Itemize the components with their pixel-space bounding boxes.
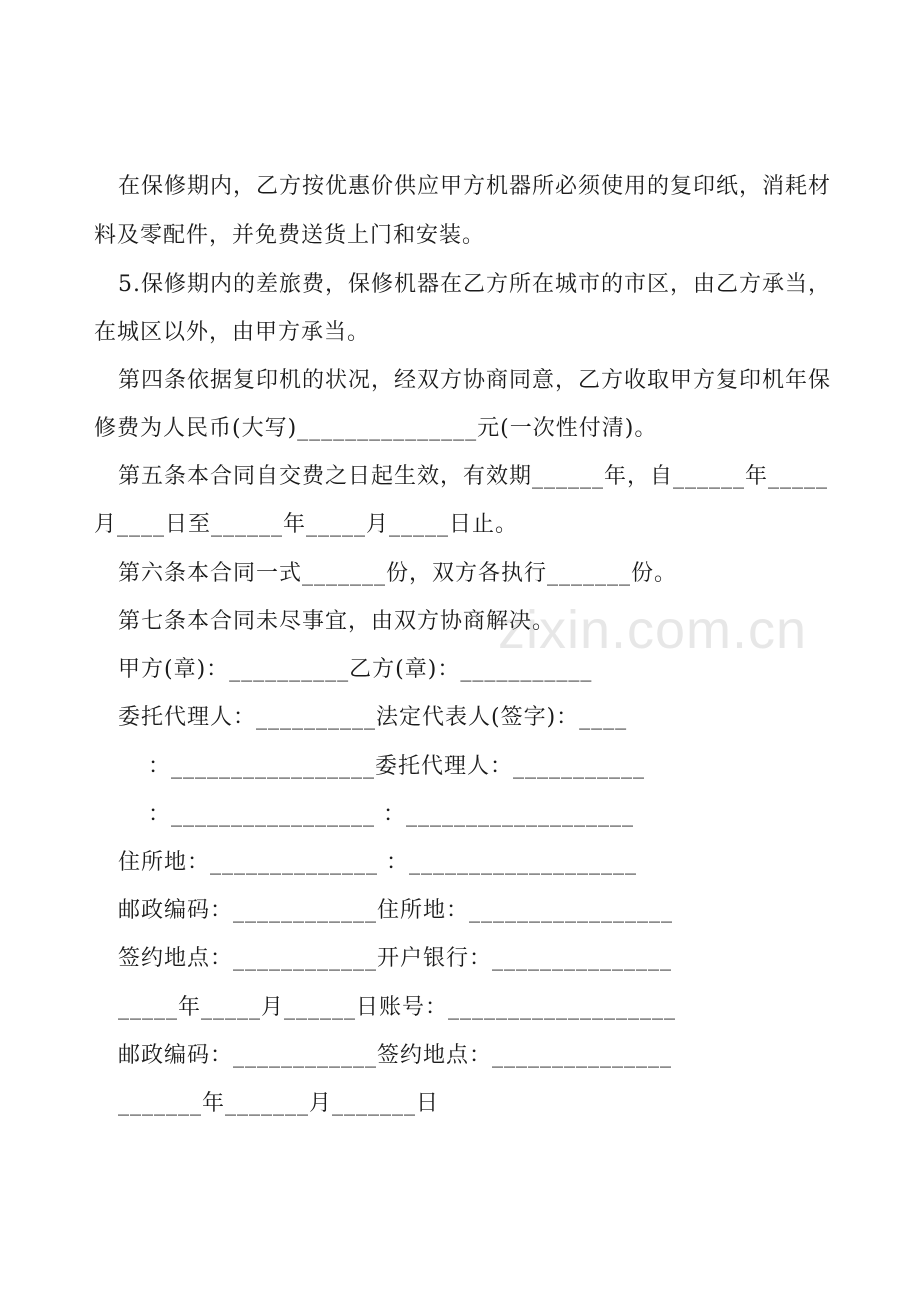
paragraph-line: 料及零配件，并免费送货上门和安装。 — [94, 223, 486, 248]
paragraph-line: 在保修期内，乙方按优惠价供应甲方机器所必须使用的复印纸，消耗材 — [118, 174, 832, 199]
signature-line: _____年_____月______日账号：___________________ — [118, 995, 677, 1020]
paragraph-line: 第四条依据复印机的状况，经双方协商同意，乙方收取甲方复印机年保 — [118, 368, 832, 393]
signature-line: 委托代理人：__________法定代表人(签字)：____ — [118, 705, 628, 730]
paragraph-line: 5.保修期内的差旅费，保修机器在乙方所在城市的市区，由乙方承当， — [118, 272, 831, 297]
paragraph-line: 在城区以外，由甲方承当。 — [94, 320, 371, 345]
paragraph-line: 第五条本合同自交费之日起生效，有效期______年，自______年_____ — [118, 464, 829, 489]
paragraph-line: 修费为人民币(大写)_______________元(一次性付清)。 — [94, 416, 658, 441]
date-line: _______年_______月_______日 — [118, 1091, 440, 1116]
signature-line: ：_________________ ：___________________ — [148, 802, 634, 827]
signature-line: 甲方(章)：__________乙方(章)：___________ — [118, 657, 593, 682]
signature-line: 签约地点：____________开户银行：_______________ — [118, 946, 673, 971]
signature-line: 邮政编码：____________签约地点：_______________ — [118, 1043, 673, 1068]
paragraph-line: 月____日至______年_____月_____日止。 — [94, 512, 519, 537]
paragraph-line: 第六条本合同一式_______份，双方各执行_______份。 — [118, 561, 678, 586]
paragraph-line: 第七条本合同未尽事宜，由双方协商解决。 — [118, 609, 556, 634]
signature-line: ：_________________委托代理人：___________ — [148, 754, 646, 779]
signature-line: 邮政编码：____________住所地：_________________ — [118, 898, 674, 923]
watermark: zixin.com.cn — [498, 600, 808, 660]
signature-line: 住所地：______________ ：___________________ — [118, 850, 637, 875]
